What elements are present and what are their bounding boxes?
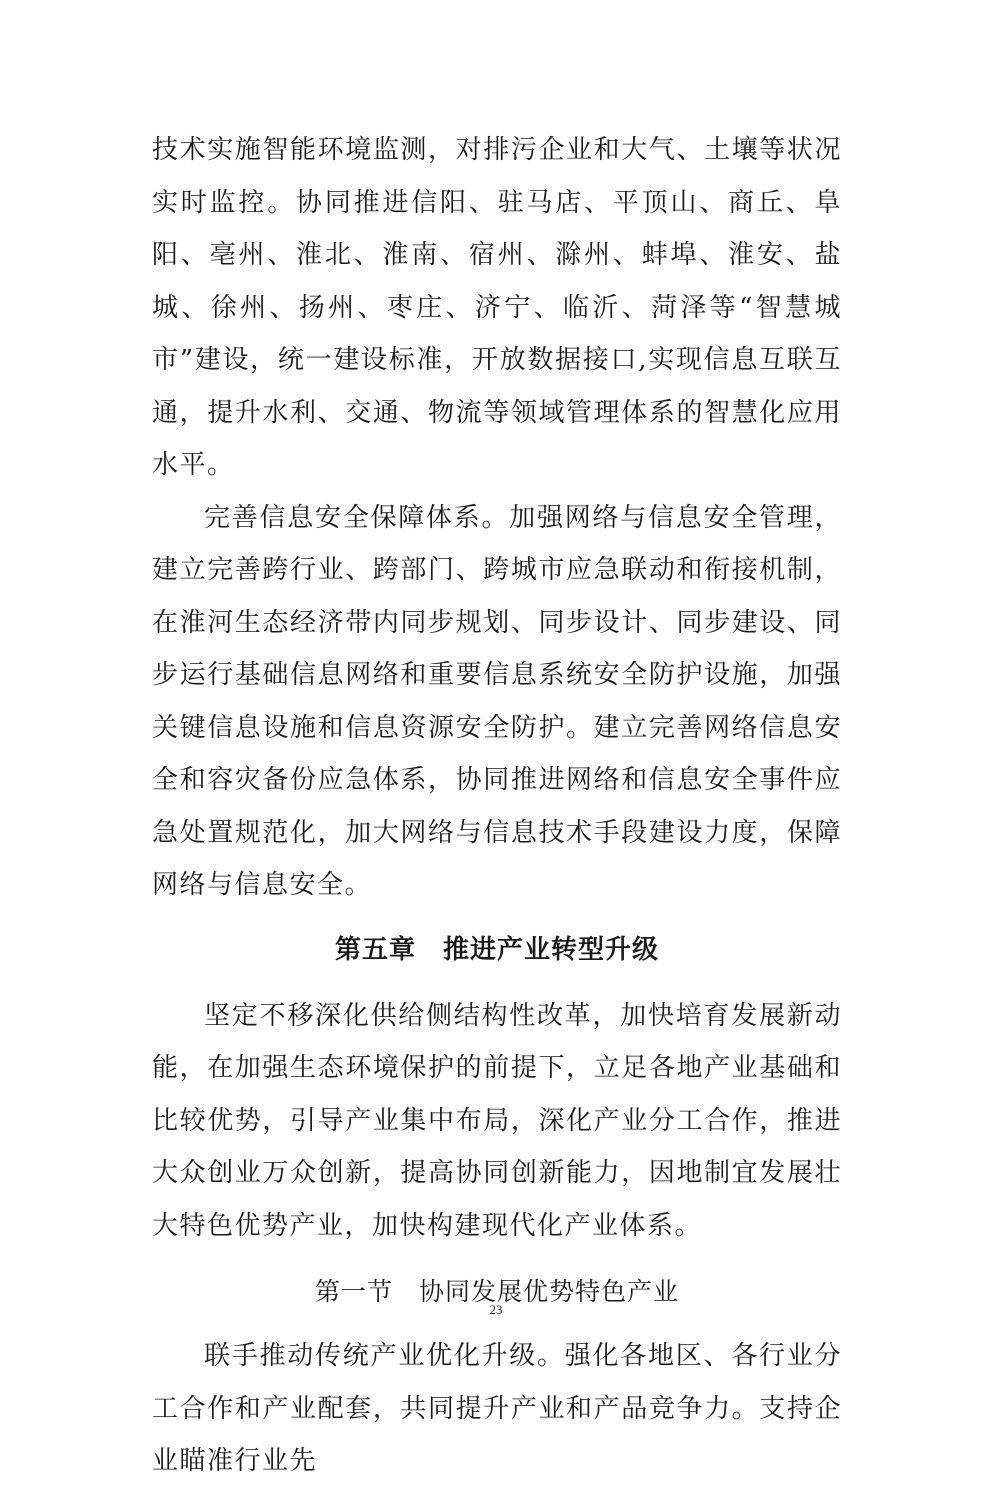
body-paragraph: 技术实施智能环境监测，对排污企业和大气、土壤等状况实时监控。协同推进信阳、驻马店、平顶山、商丘、阜阳、亳州、淮北、淮南、宿州、滁州、蚌埠、淮安、盐城、徐州、扬州、枣庄、济宁、临沂、菏泽等“智慧城市”建设，统一建设标准，开放数据接口,实现信息互联互通，提升水利、交通、物流等领域管理体系的智慧化应用水平。 [152, 135, 842, 480]
chapter-heading: 第五章 推进产业转型升级 [334, 934, 659, 965]
document-body [152, 124, 842, 1488]
body-paragraph: 坚定不移深化供给侧结构性改革，加快培育发展新动能，在加强生态环境保护的前提下，立足各地产业基础和比较优势，引导产业集中布局，深化产业分工合作，推进大众创业万众创新，提高协同创新能力，因地制宜发展壮大特色优势产业，加快构建现代化产业体系。 [152, 1000, 842, 1241]
body-paragraph: 联手推动传统产业优化升级。强化各地区、各行业分工合作和产业配套，共同提升产业和产品竞争力。支持企业瞄准行业先 [152, 1341, 842, 1476]
section-heading: 第一节 协同发展优势特色产业 [314, 1277, 679, 1306]
body-paragraph: 完善信息安全保障体系。加强网络与信息安全管理，建立完善跨行业、跨部门、跨城市应急联动和衔接机制，在淮河生态经济带内同步规划、同步设计、同步建设、同步运行基础信息网络和重要信息系统安全防护设施，加强关键信息设施和信息资源安全防护。建立完善网络信息安全和容灾备份应急体系，协同推进网络和信息安全事件应急处置规范化，加大网络与信息技术手段建设力度，保障网络与信息安全。 [152, 502, 842, 900]
page-number: 23 [489, 1302, 503, 1317]
